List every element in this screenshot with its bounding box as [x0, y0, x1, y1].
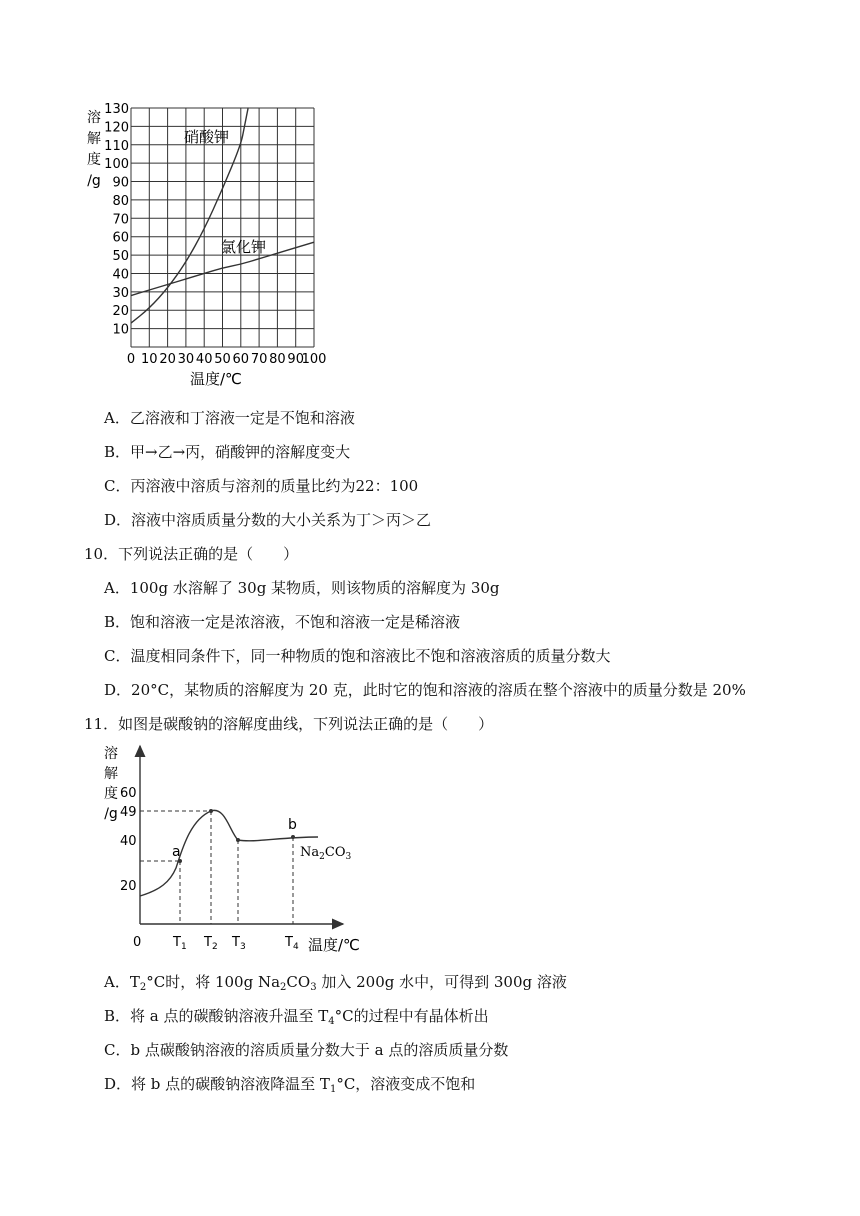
chart2-y-axis-label — [104, 745, 118, 822]
chart2-y-tick-49: 49 — [120, 805, 137, 820]
series-label-na2co3: $Na_2CO_3$ — [300, 845, 352, 862]
chart1-y-label-char-0: 溶 — [87, 110, 101, 126]
q9-option-a: A．乙溶液和丁溶液一定是不饱和溶液 — [104, 409, 355, 427]
chart1-y-tick-10: 10 — [112, 322, 129, 338]
chart2-guide-lines — [140, 811, 293, 924]
point-peak — [209, 809, 213, 813]
chart2-y-label-char-0: 溶 — [104, 746, 118, 762]
chart1-x-tick-100: 100 — [301, 352, 327, 367]
chart1-y-label-char-2: 度 — [87, 152, 101, 168]
q10-option-b: B．饱和溶液一定是浓溶液，不饱和溶液一定是稀溶液 — [104, 613, 461, 631]
chart1-y-tick-60: 60 — [112, 230, 129, 246]
chart1-y-tick-20: 20 — [112, 304, 129, 320]
series-label-kno3: 硝酸钾 — [184, 128, 230, 146]
point-a-label: a — [172, 844, 181, 860]
q11-option-c: C．b 点碳酸钠溶液的溶质质量分数大于 a 点的溶质质量分数 — [104, 1041, 509, 1059]
chart1-x-tick-50: 50 — [214, 352, 231, 367]
chart2-x-tick-t1: $T_1$ — [173, 935, 187, 952]
solubility-chart-na2co3 — [0, 740, 860, 970]
chart1-y-ticks — [104, 102, 129, 338]
chart1-y-label-char-3: /g — [87, 173, 101, 189]
chart1-y-tick-100: 100 — [104, 157, 129, 173]
point-t3 — [236, 838, 240, 842]
chart1-y-tick-130: 130 — [104, 102, 129, 117]
chart1-x-ticks — [127, 352, 327, 367]
chart2-y-label-char-1: 解 — [104, 766, 118, 782]
chart1-x-tick-10: 10 — [141, 352, 158, 367]
q11-stem: 11．如图是碳酸钠的溶解度曲线，下列说法正确的是（ ） — [84, 715, 494, 733]
q10-option-d: D．20°C，某物质的溶解度为 20 克，此时它的饱和溶液的溶质在整个溶液中的质量分数是 20% — [104, 681, 746, 699]
chart2-x-tick-t3: $T_3$ — [232, 935, 246, 952]
chart2-x-tick-t2: $T_2$ — [204, 935, 218, 952]
series-label-kcl: 氯化钾 — [221, 238, 267, 256]
chart2-y-tick-60: 60 — [120, 786, 137, 801]
chart1-y-tick-90: 90 — [112, 175, 129, 191]
chart1-x-tick-60: 60 — [232, 352, 250, 367]
chart1-x-tick-90: 90 — [287, 352, 304, 367]
chart2-y-label-char-2: 度 — [104, 786, 118, 802]
solubility-chart-kno3-kcl — [0, 0, 860, 400]
chart1-x-tick-0: 0 — [126, 352, 136, 367]
chart1-x-tick-20: 20 — [159, 352, 176, 367]
q11-option-b: B．将 a 点的碳酸钠溶液升温至 $T_4^\circ C$的过程中有晶体析出 — [104, 1007, 489, 1027]
q10-stem: 10．下列说法正确的是（ ） — [84, 545, 299, 563]
chart1-y-tick-110: 110 — [104, 138, 129, 154]
q10-option-c: C．温度相同条件下，同一种物质的饱和溶液比不饱和溶液溶质的质量分数大 — [104, 647, 611, 665]
chart2-y-tick-20: 20 — [120, 879, 137, 894]
q11-option-d: D．将 b 点的碳酸钠溶液降温至 $T_1^\circ C$，溶液变成不饱和 — [104, 1075, 476, 1095]
chart1-y-axis-label — [87, 109, 101, 189]
chart2-y-label-char-3: /g — [104, 806, 118, 822]
chart1-y-tick-70: 70 — [112, 212, 129, 228]
chart1-y-tick-120: 120 — [104, 120, 129, 136]
chart1-x-axis-label: 温度/℃ — [190, 370, 242, 388]
point-b-label: b — [288, 817, 297, 833]
chart1-x-tick-30: 30 — [177, 352, 195, 367]
chart1-y-tick-40: 40 — [112, 267, 129, 283]
chart2-y-tick-40: 40 — [120, 834, 137, 849]
q10-option-a: A．100g 水溶解了 30g 某物质，则该物质的溶解度为 30g — [104, 579, 500, 597]
chart1-y-tick-30: 30 — [112, 285, 129, 301]
q11-option-a: A．$T_2^\circ C$时，将 100g $Na_2CO_3$ 加入 200g 水中，可得到 300g 溶液 — [104, 973, 567, 993]
q9-option-d: D．溶液中溶质质量分数的大小关系为丁＞丙＞乙 — [104, 511, 432, 529]
point-b — [291, 835, 295, 839]
chart1-x-tick-80: 80 — [269, 352, 286, 367]
chart1-x-tick-40: 40 — [195, 352, 213, 367]
chart1-y-tick-80: 80 — [112, 193, 129, 209]
chart1-x-tick-70: 70 — [250, 352, 268, 367]
chart2-x-axis-label: 温度/℃ — [308, 936, 360, 954]
chart2-x-tick-t4: $T_4$ — [285, 935, 299, 952]
q9-option-c: C．丙溶液中溶质与溶剂的质量比约为22：100 — [104, 477, 419, 495]
chart2-origin: 0 — [133, 935, 142, 950]
chart1-y-label-char-1: 解 — [87, 131, 101, 147]
q9-option-b: B．甲→乙→丙，硝酸钾的溶解度变大 — [104, 443, 351, 461]
chart1-y-tick-50: 50 — [112, 249, 129, 265]
